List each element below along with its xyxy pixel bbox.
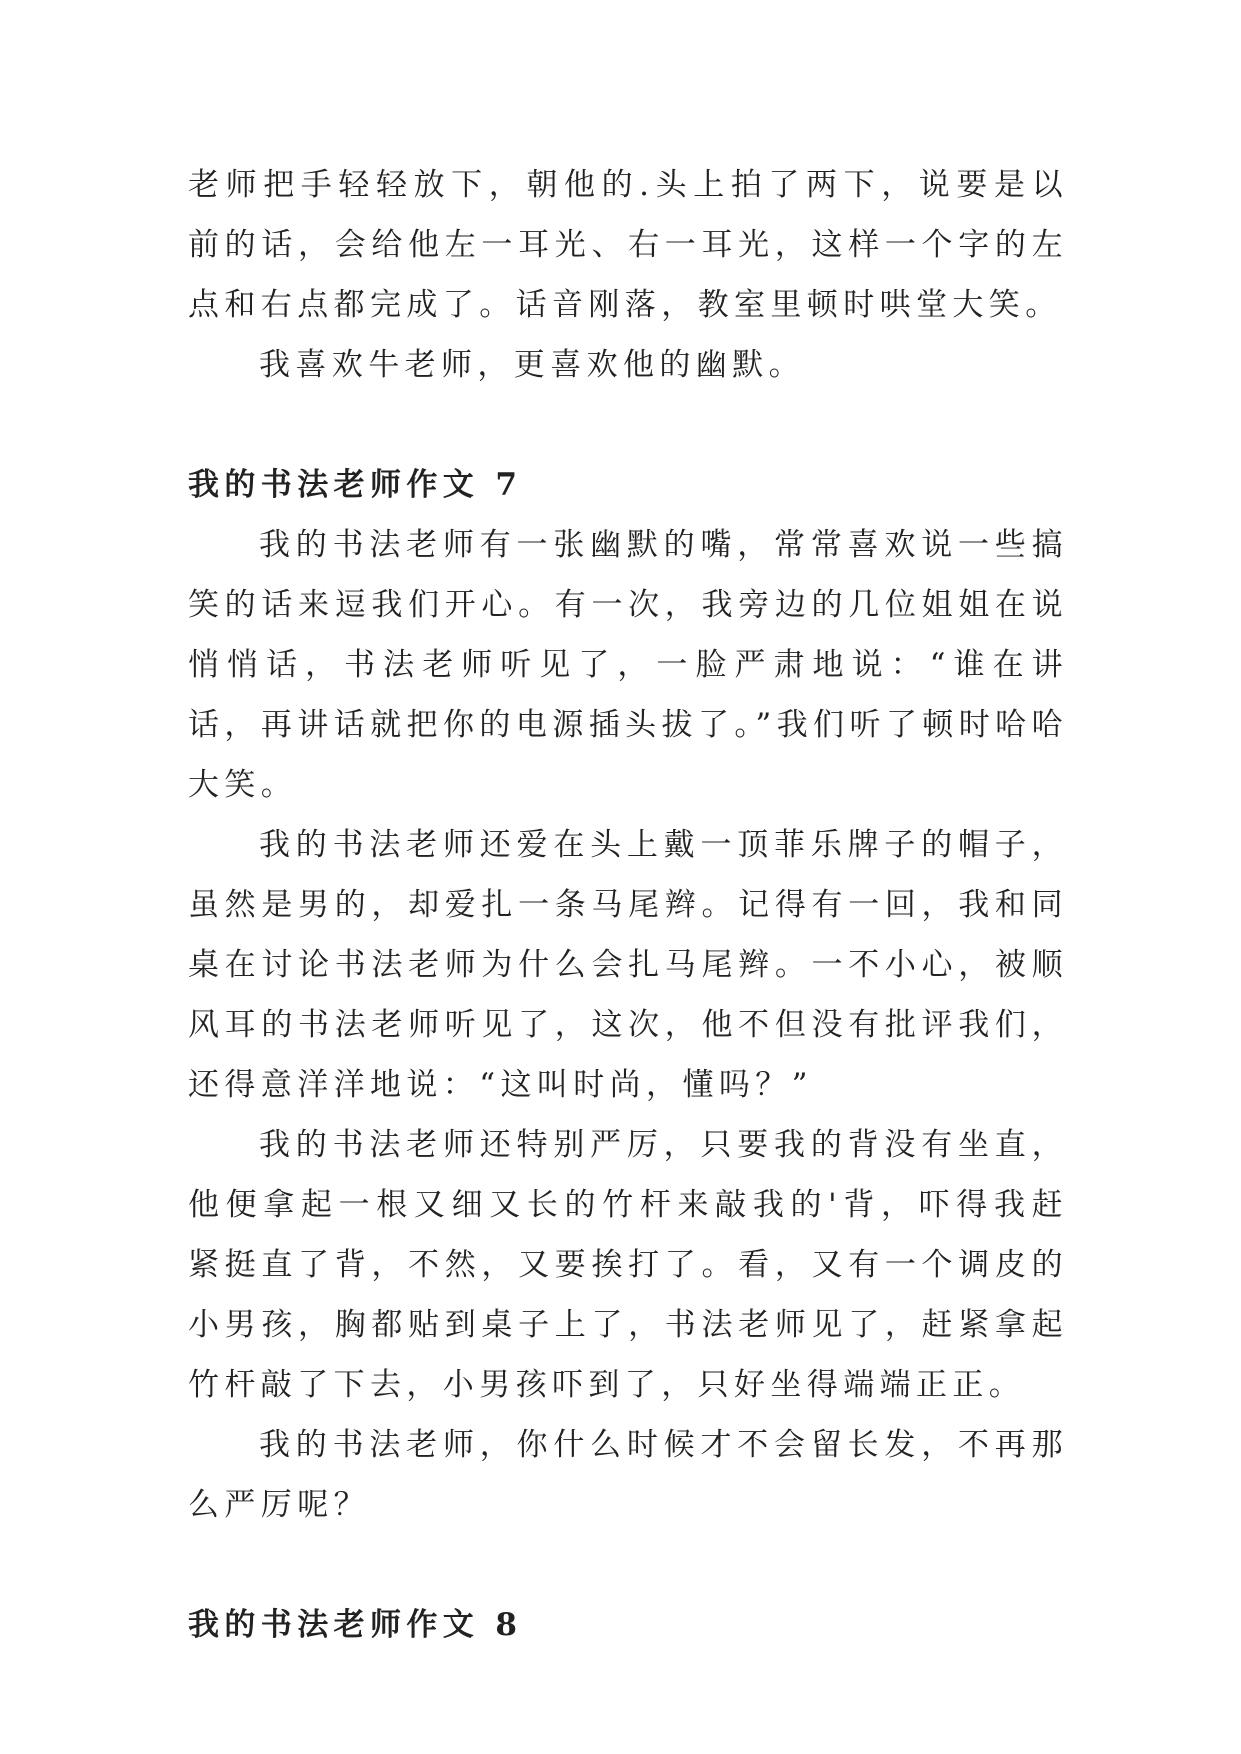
paragraph-continuation: 老师把手轻轻放下，朝他的.头上拍了两下，说要是以前的话，会给他左一耳光、右一耳光，这样一个字的左点和右点都完成了。话音刚落，教室里顿时哄堂大笑。 — [188, 167, 1068, 323]
paragraph-closing-remark: 我喜欢牛老师，更喜欢他的幽默。 — [259, 347, 805, 383]
essay-7-paragraph-2: 我的书法老师还爱在头上戴一顶菲乐牌子的帽子，虽然是男的，却爱扎一条马尾辫。记得有一回，我和同桌在讨论书法老师为什么会扎马尾辫。一不小心，被顺风耳的书法老师听见了，这次，他不但没有批评我们，还得意洋洋地说：“这叫时尚，懂吗？” — [188, 827, 1068, 1103]
section-gap — [188, 1535, 1068, 1595]
document-body — [188, 155, 1068, 1655]
essay-7-paragraph-1: 我的书法老师有一张幽默的嘴，常常喜欢说一些搞笑的话来逗我们开心。有一次，我旁边的几位姐姐在说悄悄话，书法老师听见了，一脸严肃地说：“谁在讲话，再讲话就把你的电源插头拔了。”我们听了顿时哈哈大笑。 — [188, 527, 1068, 803]
essay-8-title: 我的书法老师作文 8 — [188, 1607, 523, 1643]
essay-7-title: 我的书法老师作文 7 — [188, 467, 523, 503]
essay-7-paragraph-4: 我的书法老师，你什么时候才不会留长发，不再那么严厉呢？ — [188, 1427, 1068, 1523]
section-gap — [188, 395, 1068, 455]
essay-7-paragraph-3: 我的书法老师还特别严厉，只要我的背没有坐直，他便拿起一根又细又长的竹杆来敲我的'背，吓得我赶紧挺直了背，不然，又要挨打了。看，又有一个调皮的小男孩，胸都贴到桌子上了，书法老师见了，赶紧拿起竹杆敲了下去，小男孩吓到了，只好坐得端端正正。 — [188, 1127, 1068, 1403]
